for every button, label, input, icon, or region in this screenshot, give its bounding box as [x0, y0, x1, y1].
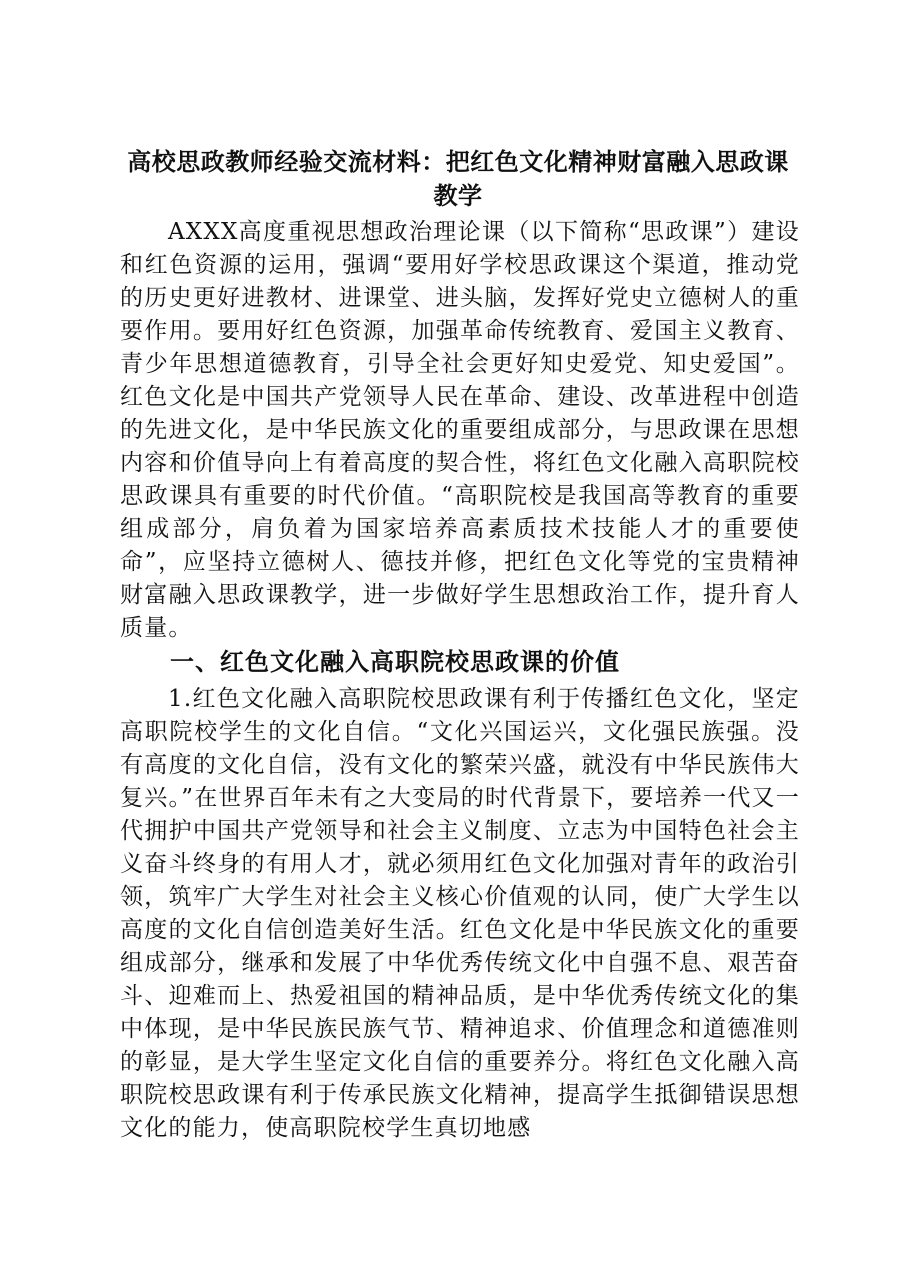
section-heading: 一、红色文化融入高职院校思政课的价值	[170, 647, 620, 676]
section-paragraph: 1.红色文化融入高职院校思政课有利于传播红色文化，坚定高职院校学生的文化自信。“文化兴国运兴，文化强民族强。没有高度的文化自信，没有文化的繁荣兴盛，就没有中华民族伟大复兴。”在世界百年未有之大变局的时代背景下，要培养一代又一代拥护中国共产党领导和社会主义制度、立志为中国特色社会主义奋斗终身的有用人才，就必须用红色文化加强对青年的政治引领，筑牢广大学生对社会主义核心价值观的认同，使广大学生以高度的文化自信创造美好生活。红色文化是中华民族文化的重要组成部分，继承和发展了中华优秀传统文化中自强不息、艰苦奋斗、迎难而上、热爱祖国的精神品质，是中华优秀传统文化的集中体现，是中华民族民族气节、精神追求、价值理念和道德准则的彰显，是大学生坚定文化自信的重要养分。将红色文化融入高职院校思政课有利于传承民族文化精神，提高学生抵御错误思想文化的能力，使高职院校学生真切地感	[120, 686, 800, 1141]
intro-paragraph: AXXX高度重视思想政治理论课（以下简称“思政课”）建设和红色资源的运用，强调“要用好学校思政课这个渠道，推动党的历史更好进教材、进课堂、进头脑，发挥好党史立德树人的重要作用。要用好红色资源，加强革命传统教育、爱国主义教育、青少年思想道德教育，引导全社会更好知史爱党、知史爱国”。红色文化是中国共产党领导人民在革命、建设、改革进程中创造的先进文化，是中华民族文化的重要组成部分，与思政课在思想内容和价值导向上有着高度的契合性，将红色文化融入高职院校思政课具有重要的时代价值。“高职院校是我国高等教育的重要组成部分，肩负着为国家培养高素质技术技能人才的重要使命”，应坚持立德树人、德技并修，把红色文化等党的宝贵精神财富融入思政课教学，进一步做好学生思想政治工作，提升育人质量。	[120, 219, 800, 641]
document-title: 高校思政教师经验交流材料：把红色文化精神财富融入思政课教学	[127, 147, 789, 210]
